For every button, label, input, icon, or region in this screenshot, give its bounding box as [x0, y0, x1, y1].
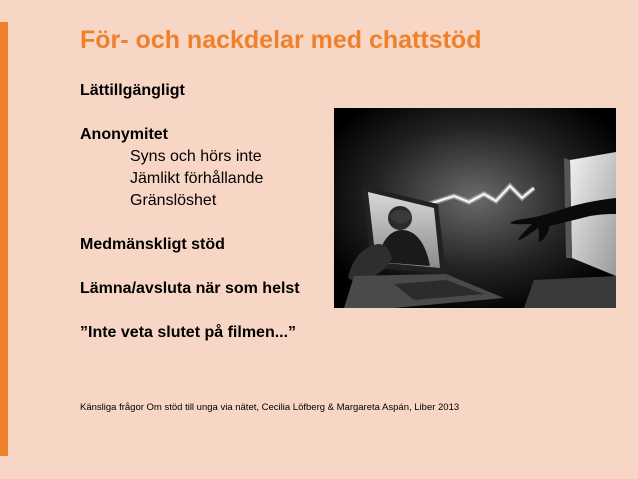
- subitem-granslohet: Gränslöshet: [130, 192, 217, 209]
- spacer: [80, 212, 350, 234]
- item-medmanskligt-stod: Medmänskligt stöd: [80, 236, 225, 253]
- photo-illustration: [334, 108, 616, 308]
- item-lattillgangligt: Lättillgängligt: [80, 82, 185, 99]
- photo-laptop-hand-icon: [334, 108, 616, 308]
- spacer: [80, 102, 350, 124]
- subitem-syns-och-hors-inte: Syns och hörs inte: [130, 148, 262, 165]
- spacer: [80, 256, 350, 278]
- slide-title: För- och nackdelar med chattstöd: [80, 26, 482, 54]
- spacer: [80, 300, 350, 322]
- subitem-jamlikt-forhallande: Jämlikt förhållande: [130, 170, 264, 187]
- item-lamna-avsluta: Lämna/avsluta när som helst: [80, 280, 300, 297]
- item-quote: ”Inte veta slutet på filmen...”: [80, 324, 297, 341]
- slide-body: [80, 80, 350, 344]
- item-anonymitet: Anonymitet: [80, 126, 168, 143]
- accent-bar: [0, 22, 8, 456]
- citation: Känsliga frågor Om stöd till unga via nätet, Cecilia Löfberg & Margareta Aspán, Liber 2013: [80, 402, 460, 413]
